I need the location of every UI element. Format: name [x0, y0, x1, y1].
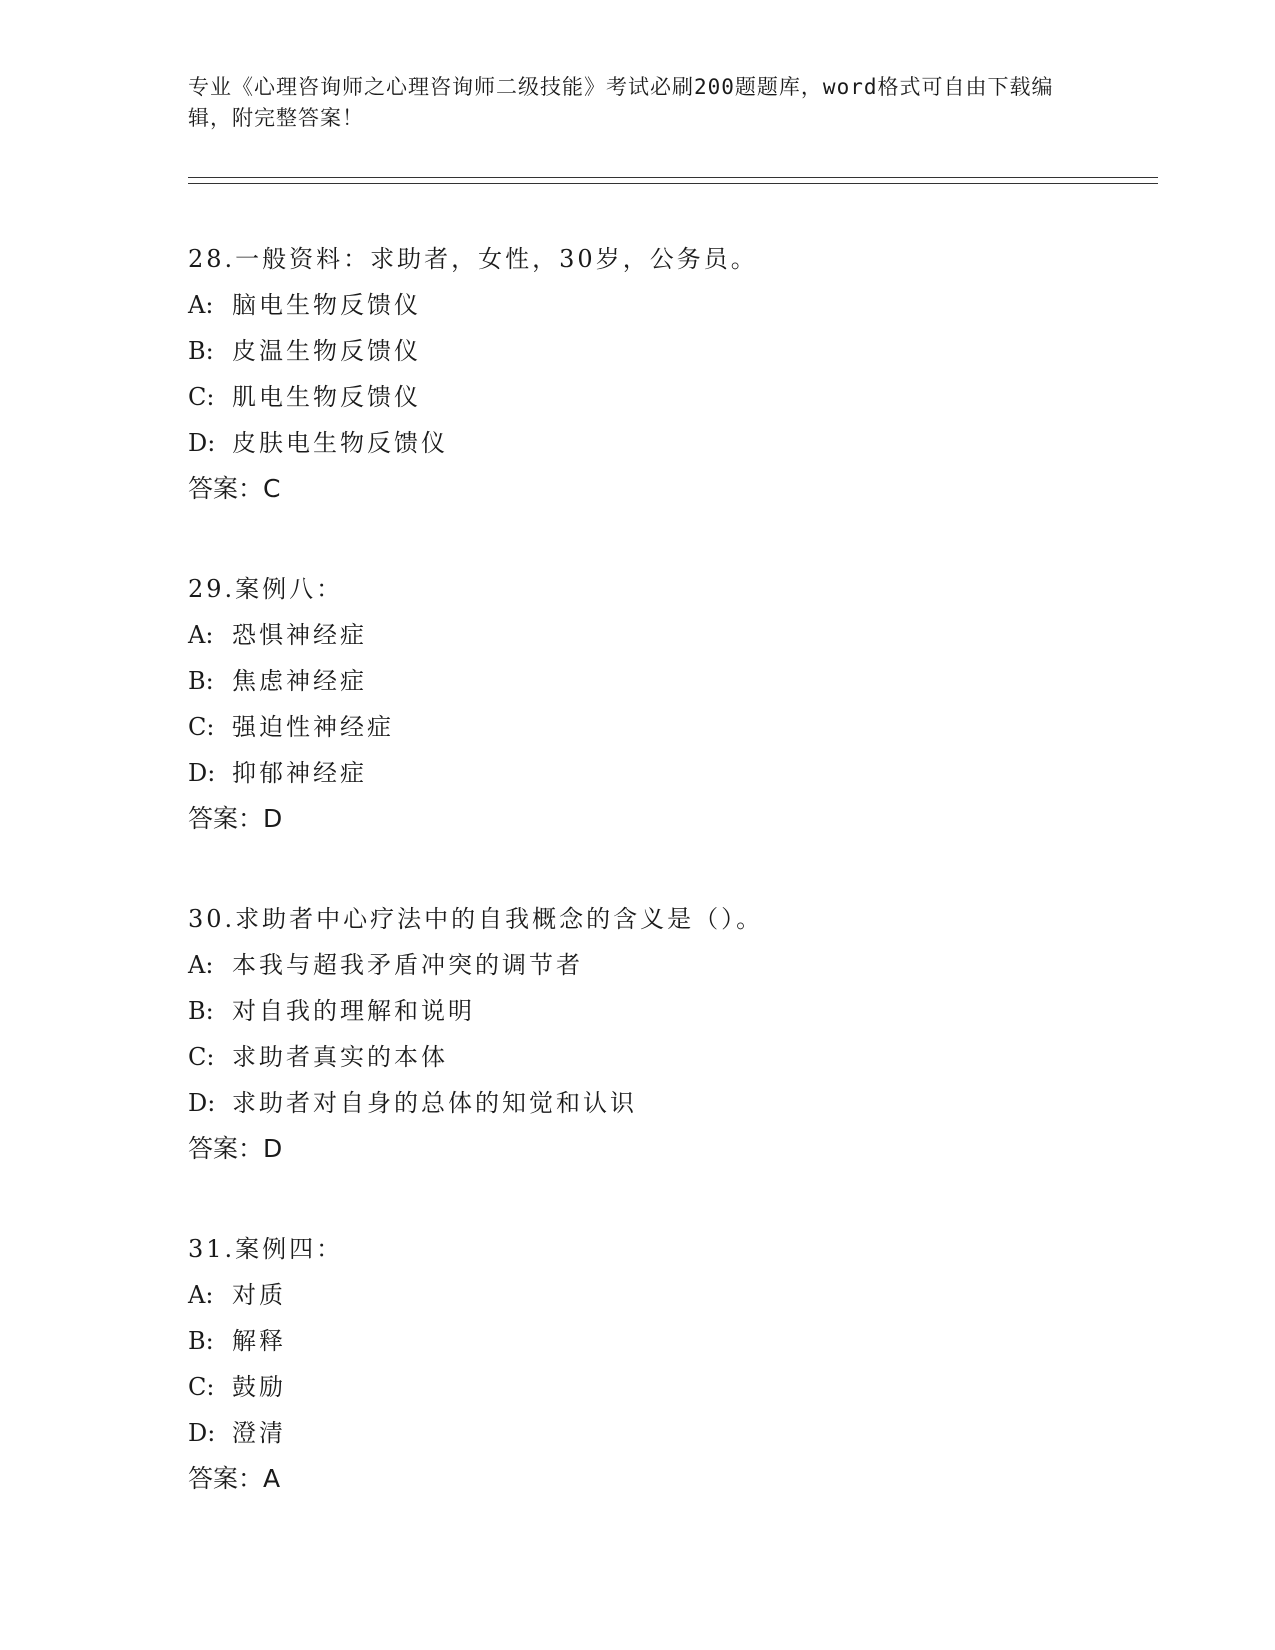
option-letter: B: — [188, 337, 214, 365]
question-31 — [188, 1226, 1148, 1502]
answer: 答案：C — [188, 474, 281, 503]
option-text: 澄清 — [232, 1419, 286, 1447]
option-letter: A: — [188, 291, 214, 319]
option-letter: A: — [188, 621, 214, 649]
answer: 答案：A — [188, 1464, 281, 1493]
question-stem: 29.案例八： — [188, 575, 344, 603]
option-d — [188, 420, 1148, 466]
option-text: 强迫性神经症 — [232, 713, 394, 741]
option-c — [188, 1364, 1148, 1410]
header-rule-bottom — [188, 183, 1158, 184]
option-b — [188, 1318, 1148, 1364]
option-letter: C: — [188, 1373, 215, 1401]
option-letter: B: — [188, 1327, 214, 1355]
option-text: 脑电生物反馈仪 — [232, 291, 421, 319]
option-c — [188, 704, 1148, 750]
option-letter: C: — [188, 1043, 215, 1071]
option-text: 皮温生物反馈仪 — [232, 337, 421, 365]
option-b — [188, 328, 1148, 374]
question-stem: 28.一般资料：求助者，女性，30岁，公务员。 — [188, 245, 758, 273]
option-text: 鼓励 — [232, 1373, 286, 1401]
option-letter: A: — [188, 1281, 214, 1309]
question-28 — [188, 236, 1148, 512]
option-letter: D: — [188, 1419, 216, 1447]
option-letter: D: — [188, 1089, 216, 1117]
question-list — [188, 236, 1148, 1556]
option-letter: C: — [188, 383, 215, 411]
option-text: 焦虑神经症 — [232, 667, 367, 695]
option-d — [188, 1410, 1148, 1456]
question-stem: 31.案例四： — [188, 1235, 344, 1263]
option-a — [188, 612, 1148, 658]
document-header: 专业《心理咨询师之心理咨询师二级技能》考试必刷200题题库，word格式可自由下载编辑，附完整答案！ — [188, 75, 1054, 130]
option-text: 求助者对自身的总体的知觉和认识 — [232, 1089, 637, 1117]
option-text: 本我与超我矛盾冲突的调节者 — [232, 951, 583, 979]
option-text: 恐惧神经症 — [232, 621, 367, 649]
option-letter: D: — [188, 429, 216, 457]
answer: 答案：D — [188, 804, 283, 833]
option-letter: B: — [188, 667, 214, 695]
question-30 — [188, 896, 1148, 1172]
option-letter: A: — [188, 951, 214, 979]
option-a — [188, 1272, 1148, 1318]
option-d — [188, 1080, 1148, 1126]
option-text: 解释 — [232, 1327, 286, 1355]
option-b — [188, 988, 1148, 1034]
option-a — [188, 942, 1148, 988]
question-stem: 30.求助者中心疗法中的自我概念的含义是（）。 — [188, 905, 764, 933]
option-letter: B: — [188, 997, 214, 1025]
option-text: 皮肤电生物反馈仪 — [232, 429, 448, 457]
option-c — [188, 374, 1148, 420]
option-letter: C: — [188, 713, 215, 741]
option-text: 对质 — [232, 1281, 286, 1309]
option-a — [188, 282, 1148, 328]
answer: 答案：D — [188, 1134, 283, 1163]
option-text: 对自我的理解和说明 — [232, 997, 475, 1025]
option-b — [188, 658, 1148, 704]
option-text: 抑郁神经症 — [232, 759, 367, 787]
option-text: 求助者真实的本体 — [232, 1043, 448, 1071]
option-d — [188, 750, 1148, 796]
option-letter: D: — [188, 759, 216, 787]
question-29 — [188, 566, 1148, 842]
header-rule-top — [188, 177, 1158, 178]
option-text: 肌电生物反馈仪 — [232, 383, 421, 411]
option-c — [188, 1034, 1148, 1080]
